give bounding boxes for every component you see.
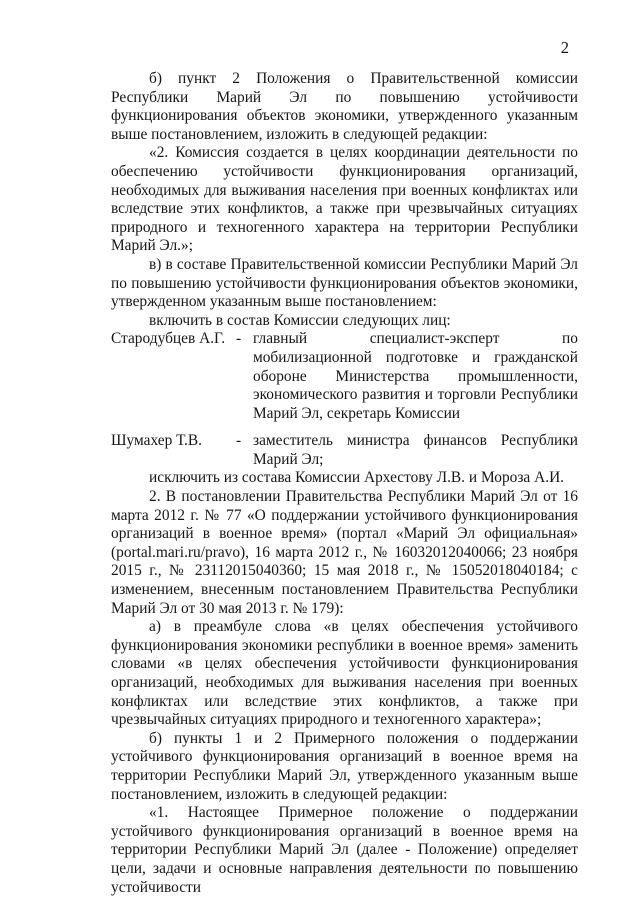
member-name: Стародубцев А.Г. xyxy=(111,330,226,348)
member-name: Шумахер Т.В. xyxy=(111,432,202,450)
paragraph-item-b: б) пункт 2 Положения о Правительственной комиссии Республики Марий Эл по повышению устойчивости функционирования объектов экономики, утвержденного указанным выше постановлением, изложить в следующей редакции: xyxy=(111,70,578,143)
page-number: 2 xyxy=(560,38,569,57)
paragraph-quoted-clause-1: «1. Настоящее Примерное положение о поддержании устойчивого функционирования организаций в военное время на территории Республики Марий Эл (далее - Положение) определяет цели, задачи и основные направления деятельности по повышению устойчивости xyxy=(111,804,578,896)
document-body xyxy=(111,70,578,897)
member-dash: - xyxy=(236,432,242,450)
member-dash: - xyxy=(236,330,242,348)
member-role: главный специалист-эксперт по мобилизационной подготовке и гражданской обороне Министерства промышленности, экономического развития и торговли Республики Марий Эл, секретарь Комиссии xyxy=(253,330,578,422)
paragraph-section-2: 2. В постановлении Правительства Республики Марий Эл от 16 марта 2012 г. № 77 «О поддержании устойчивого функционирования организаций в военное время» (портал «Марий Эл официальная» (portal.mari.ru/pravo), 16 марта 2012 г., № 16032012040066; 23 ноября 2015 г., № 23112015040360; 15 мая 2018 г., № 15052018040184; с изменением, внесенным постановлением Правительства Республики Марий Эл от 30 мая 2013 г. № 179): xyxy=(111,488,578,617)
member-entry xyxy=(111,330,578,423)
paragraph-item-b-points: б) пункты 1 и 2 Примерного положения о поддержании устойчивого функционирования организаций в военное время на территории Республики Марий Эл, утвержденного указанным выше постановлением, изложить в следующей редакции: xyxy=(111,729,578,803)
paragraph-quoted-clause-2: «2. Комиссия создается в целях координации деятельности по обеспечению устойчивости функционирования организаций, необходимых для выживания населения при военных конфликтах или вследствие этих конфликтов, а также при чрезвычайных ситуациях природного и техногенного характера на территории Республики Марий Эл.»; xyxy=(111,144,578,255)
paragraph-item-v: в) в составе Правительственной комиссии Республики Марий Эл по повышению устойчивости функционирования объектов экономики, утвержденном указанным выше постановлением: xyxy=(111,255,578,311)
paragraph-include-members: включить в состав Комиссии следующих лиц: xyxy=(149,311,451,329)
spacer xyxy=(111,423,578,432)
paragraph-item-a: а) в преамбуле слова «в целях обеспечения устойчивого функционирования экономики республики в военное время» заменить словами «в целях обеспечения устойчивости функционирования организаций, необходимых для выживания населения при военных конфликтах или вследствие этих конфликтов, а также при чрезвычайных ситуациях природного и техногенного характера»; xyxy=(111,618,578,729)
paragraph-exclude-members: исключить из состава Комиссии Архестову Л.В. и Мороза А.И. xyxy=(149,469,565,487)
member-entry xyxy=(111,432,578,469)
member-role: заместитель министра финансов Республики Марий Эл; xyxy=(253,432,578,468)
